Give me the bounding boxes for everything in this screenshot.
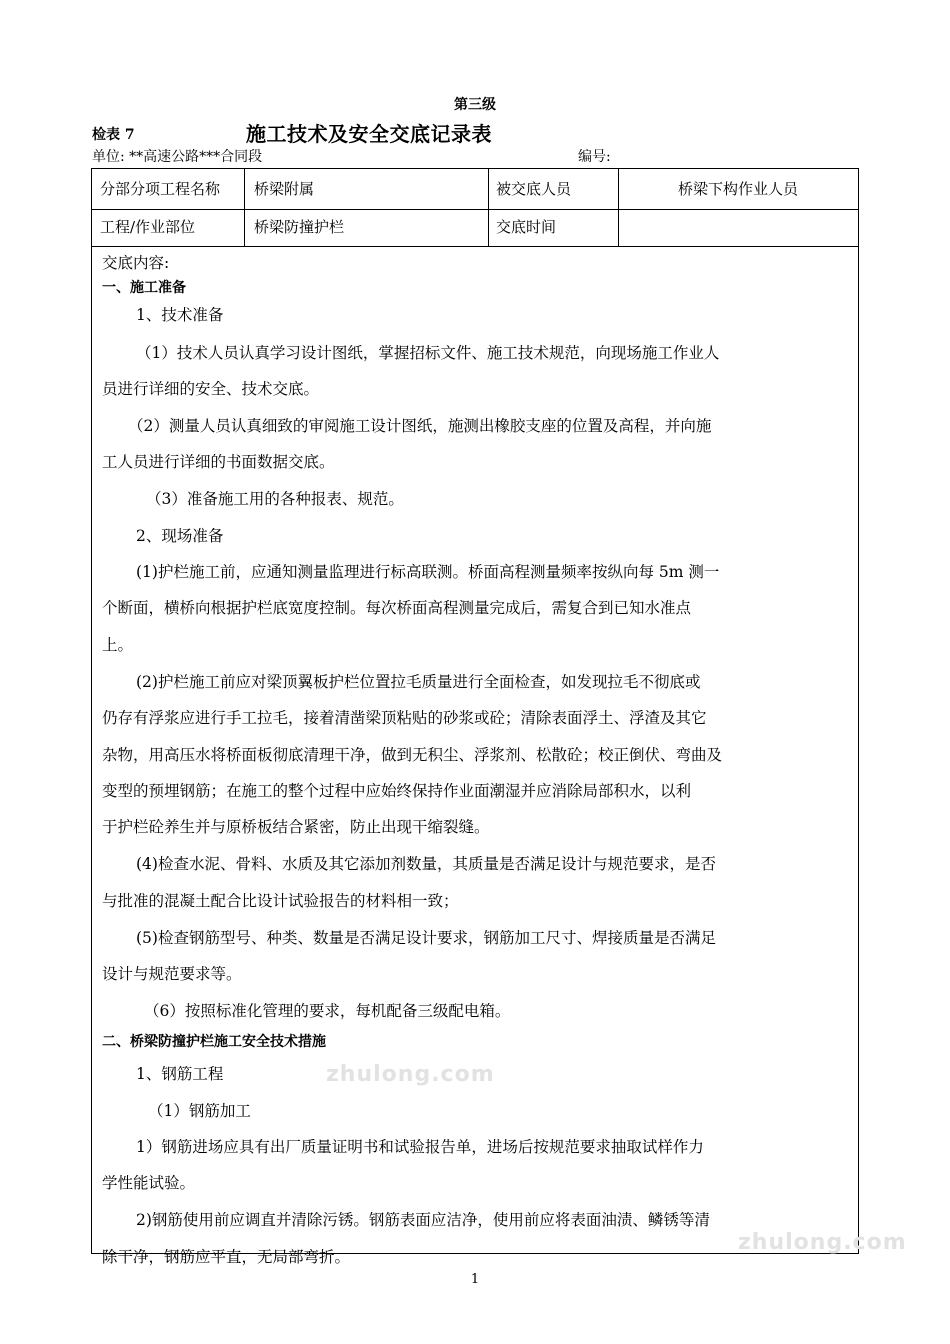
content-line: (1)护栏施工前，应通知测量监理进行标高联测。桥面高程测量频率按纵向每 5m 测一 bbox=[136, 563, 720, 581]
content-line: 1、技术准备 bbox=[136, 306, 224, 324]
record-table bbox=[91, 168, 859, 1266]
content-line: (2)护栏施工前应对梁顶翼板护栏位置拉毛质量进行全面检查，如发现拉毛不彻底或 bbox=[136, 673, 701, 691]
content-line: 除干净，钢筋应平直，无局部弯折。 bbox=[102, 1248, 351, 1266]
row-divider bbox=[92, 246, 858, 247]
content-line: 交底内容: bbox=[102, 254, 170, 272]
content-line: 学性能试验。 bbox=[102, 1174, 196, 1192]
section-heading: 一、施工准备 bbox=[102, 280, 186, 296]
work-location-value: 桥梁防撞护栏 bbox=[254, 218, 345, 236]
content-line: 2、现场准备 bbox=[136, 527, 224, 545]
watermark: zhulong.com bbox=[326, 1062, 495, 1087]
content-line: 于护栏砼养生并与原桥板结合紧密，防止出现干缩裂缝。 bbox=[102, 818, 490, 836]
serial-number-label: 编号: bbox=[578, 149, 611, 165]
work-location-label: 工程/作业部位 bbox=[100, 218, 196, 236]
recipient-label: 被交底人员 bbox=[496, 180, 572, 198]
content-line: （6）按照标准化管理的要求，每机配备三级配电箱。 bbox=[144, 1002, 511, 1020]
section-heading: 二、桥梁防撞护栏施工安全技术措施 bbox=[102, 1034, 326, 1050]
content-line: （3）准备施工用的各种报表、规范。 bbox=[146, 490, 404, 508]
content-line: (5)检查钢筋型号、种类、数量是否满足设计要求，钢筋加工尺寸、焊接质量是否满足 bbox=[136, 929, 716, 947]
column-divider bbox=[244, 169, 245, 246]
column-divider bbox=[488, 169, 489, 246]
content-line: （1）钢筋加工 bbox=[148, 1102, 251, 1120]
content-line: （1）技术人员认真学习设计图纸，掌握招标文件、施工技术规范，向现场施工作业人 bbox=[136, 344, 720, 362]
subproject-name-label: 分部分项工程名称 bbox=[100, 180, 221, 198]
content-line: 1）钢筋进场应具有出厂质量证明书和试验报告单，进场后按规范要求抽取试样作力 bbox=[136, 1138, 704, 1156]
row-divider bbox=[92, 209, 858, 210]
unit-label: 单位: **高速公路***合同段 bbox=[92, 149, 263, 165]
recipient-value: 桥梁下构作业人员 bbox=[677, 180, 798, 198]
content-line: 与批准的混凝土配合比设计试验报告的材料相一致； bbox=[102, 892, 459, 910]
page-number: 1 bbox=[470, 1272, 480, 1287]
content-line: 上。 bbox=[102, 636, 134, 654]
content-line: 个断面，横桥向根据护栏底宽度控制。每次桥面高程测量完成后，需复合到已知水准点 bbox=[102, 599, 692, 617]
watermark: zhulong.com bbox=[738, 1230, 907, 1255]
content-line: 工人员进行详细的书面数据交底。 bbox=[102, 453, 335, 471]
briefing-time-label: 交底时间 bbox=[496, 218, 557, 236]
content-line: 员进行详细的安全、技术交底。 bbox=[102, 380, 320, 398]
form-number: 检表 7 bbox=[92, 127, 135, 143]
content-line: 2)钢筋使用前应调直并清除污锈。钢筋表面应洁净，使用前应将表面油渍、鳞锈等清 bbox=[136, 1211, 710, 1229]
content-line: （2）测量人员认真细致的审阅施工设计图纸，施测出橡胶支座的位置及高程，并向施 bbox=[128, 417, 712, 435]
content-line: (4)检查水泥、骨料、水质及其它添加剂数量，其质量是否满足设计与规范要求，是否 bbox=[136, 855, 716, 873]
content-line: 1、钢筋工程 bbox=[136, 1065, 224, 1083]
level-label: 第三级 bbox=[454, 97, 496, 113]
subproject-name-value: 桥梁附属 bbox=[254, 180, 315, 198]
content-line: 变型的预埋钢筋；在施工的整个过程中应始终保持作业面潮湿并应消除局部积水，以利 bbox=[102, 782, 692, 800]
content-line: 仍存有浮浆应进行手工拉毛，接着清凿梁顶粘贴的砂浆或砼；清除表面浮土、浮渣及其它 bbox=[102, 709, 707, 727]
content-line: 杂物，用高压水将桥面板彻底清理干净，做到无积尘、浮浆剂、松散砼；校正倒伏、弯曲及 bbox=[102, 746, 723, 764]
page-title: 施工技术及安全交底记录表 bbox=[246, 122, 492, 146]
content-line: 设计与规范要求等。 bbox=[102, 965, 242, 983]
